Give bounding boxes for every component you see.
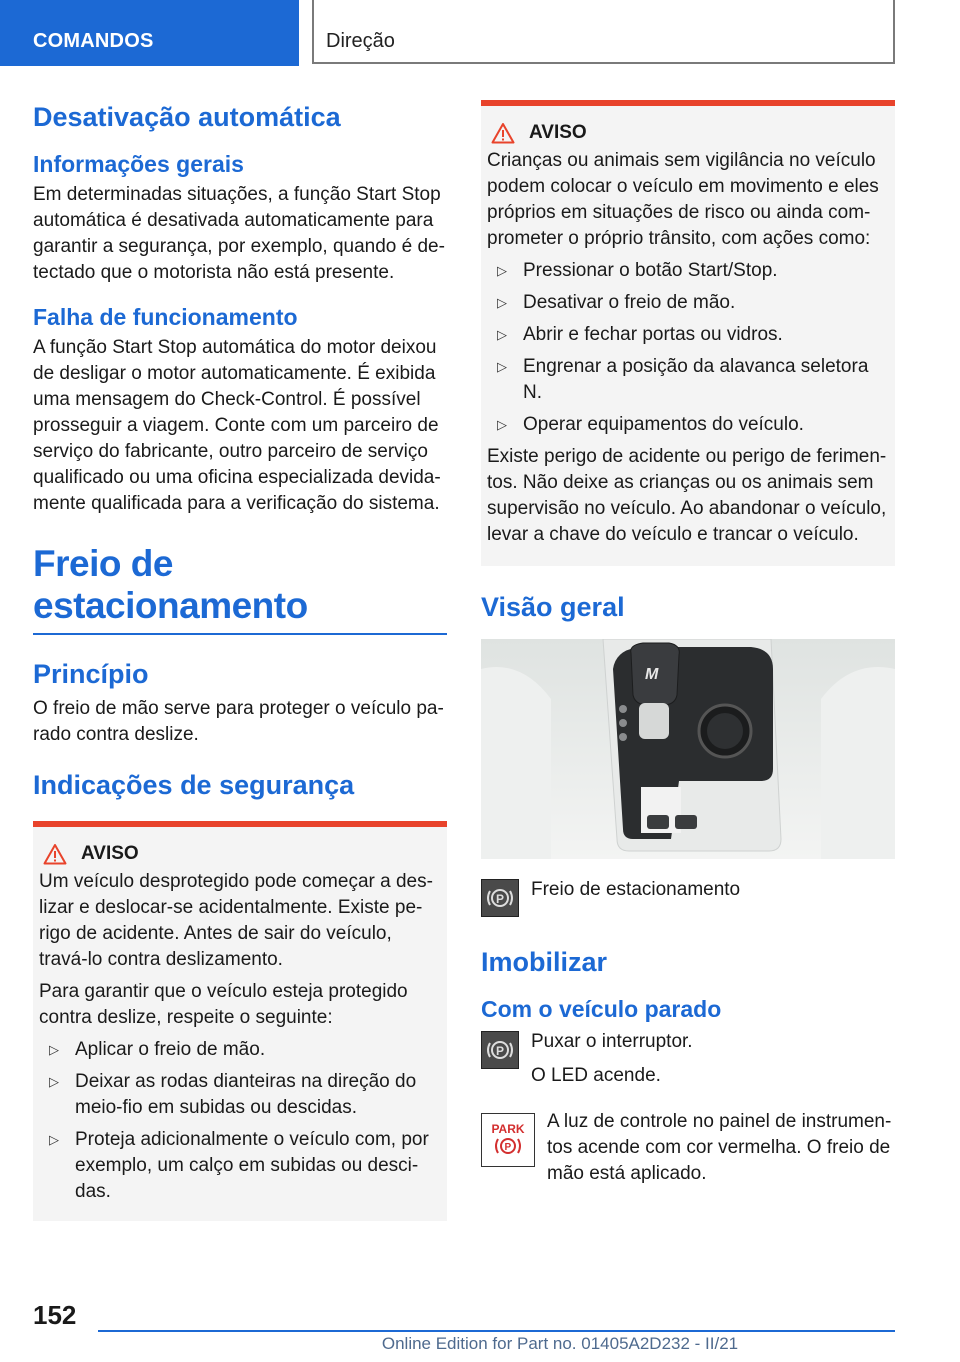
list-item: ▷ Deixar as rodas dianteiras na direção do meio-fio em subidas ou descidas. [49,1071,417,1118]
heading-falha: Falha de funcionamento [33,304,298,330]
heading-imobilizar: Imobilizar [481,947,608,977]
right-column [481,100,895,1187]
warning-paragraph: Crianças ou animais sem vigilância no veículo podem colocar o veículo em movimento e eles próprios em situações de risco ou ainda comprometer o próprio trânsito, com ações como: [487,150,879,249]
instruction-text: Puxar o interruptor. [531,1031,693,1052]
parking-brake-icon [481,1031,519,1069]
heading-parado: Com o veículo parado [481,996,722,1022]
bullet-triangle-icon: ▷ [49,1074,59,1089]
warning-paragraph: Para garantir que o veículo esteja protegido contra deslize, respeite o seguinte: [39,981,408,1028]
warning-icon [491,122,515,144]
heading-principio: Princípio [33,659,149,689]
page-number: 152 [33,1300,77,1330]
console-photo [481,639,895,859]
indicator-row [481,1113,895,1187]
warning-box-left [33,821,447,1221]
heading-seguranca: Indicações de segurança [33,770,355,800]
bullet-triangle-icon: ▷ [497,295,507,310]
warning-list [487,258,889,438]
paragraph-falha: A função Start Stop automática do motor deixou de desligar o motor automaticamente. É exibida uma mensagem do Check-Control. É possível prosseguir a viagem. Conte com um parceiro de serviço do fabricante, outro parceiro de serviço qualificado ou uma oficina especializada devidamente qualificada para a verificação do sistema. [33,337,441,514]
console-illustration [481,639,895,859]
bullet-triangle-icon: ▷ [497,417,507,432]
heading-rule [33,633,447,635]
list-item: ▷ Operar equipamentos do veículo. [487,412,889,438]
section-tab [0,0,299,66]
warning-list [39,1037,441,1205]
heading-freio: Freio de estacionamento [33,543,308,626]
paragraph-principio: O freio de mão serve para proteger o veículo parado contra deslize. [33,698,444,745]
heading-visao: Visão geral [481,592,625,622]
heading-desativacao: Desativação automática [33,102,341,132]
list-item: ▷ Proteja adicionalmente o veículo com, por exemplo, um calço em subidas ou descidas. [49,1129,429,1202]
warning-icon [43,843,67,865]
warning-paragraph: Existe perigo de acidente ou perigo de ferimentos. Não deixe as crianças ou os animais sem supervisão no veículo. Ao abandonar o veículo, levar a chave do veículo e trancar o veículo. [487,446,887,545]
heading-informacoes: Informações gerais [33,151,244,177]
svg-text:P: P [496,1044,505,1058]
instruction-row [481,1031,895,1089]
list-item: ▷ Pressionar o botão Start/Stop. [487,258,889,284]
warning-title: AVISO [81,843,139,864]
warning-title: AVISO [529,122,587,143]
caption-row [481,879,895,917]
paragraph-informacoes: Em determinadas situações, a função Start Stop automática é desativada automaticamente para garantir a segurança, por exemplo, quando é detectado que o motorista não está presente. [33,184,445,283]
bullet-triangle-icon: ▷ [49,1132,59,1147]
section-title: COMANDOS [33,30,154,52]
svg-text:P: P [504,1142,512,1153]
bullet-triangle-icon: ▷ [497,359,507,374]
footer-edition: Online Edition for Part no. 01405A2D232 - II/21 [381,1334,739,1353]
list-item: ▷ Desativar o freio de mão. [487,290,889,316]
chapter-title: Direção [326,30,395,52]
bullet-triangle-icon: ▷ [497,263,507,278]
bullet-triangle-icon: ▷ [497,327,507,342]
figure-caption: Freio de estacionamento [531,879,741,900]
parking-brake-icon [481,879,519,917]
instruction-text: O LED acende. [531,1065,661,1086]
svg-text:P: P [496,892,505,906]
chapter-tab [312,0,895,64]
park-indicator-icon [481,1113,535,1167]
left-column [33,96,447,1221]
bullet-triangle-icon: ▷ [49,1042,59,1057]
footer-rule [98,1330,895,1332]
warning-paragraph: Um veículo desprotegido pode começar a deslizar e deslocar-se acidentalmente. Existe perigo de acidente. Antes de sair do veículo, travá-lo contra deslizamento. [39,871,433,970]
warning-box-right [481,100,895,566]
list-item: ▷ Aplicar o freio de mão. [39,1037,441,1063]
park-label: PARK [491,1122,525,1136]
indicator-text: A luz de controle no painel de instrumentos acende com cor vermelha. O freio de mão está aplicado. [547,1111,892,1184]
list-item: ▷ Engrenar a posição da alavanca seletora N. [497,356,869,403]
list-item: ▷ Abrir e fechar portas ou vidros. [487,322,889,348]
photo-logo-text: M [645,666,659,683]
